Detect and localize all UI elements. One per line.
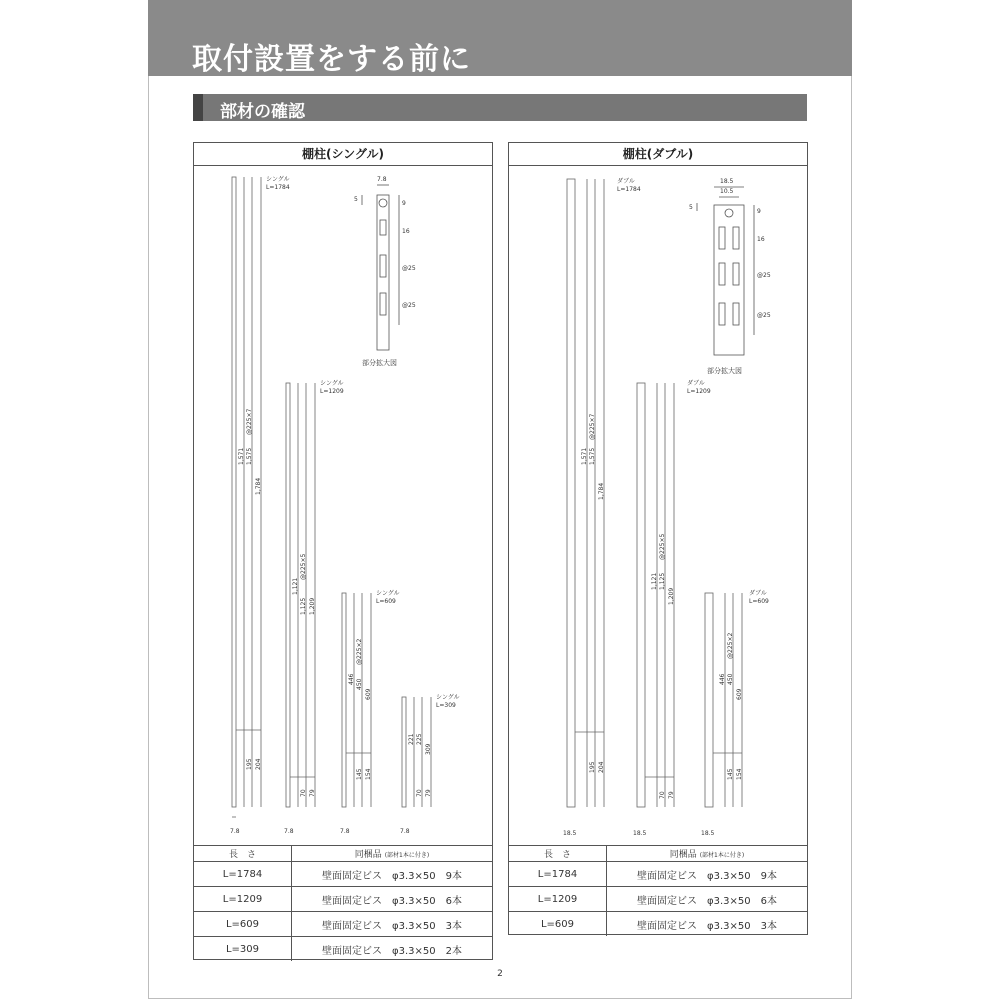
dpost2-dim-c: @225×5 — [659, 533, 666, 560]
dpost1-dim-b: 1,575 — [589, 447, 596, 465]
page-title: 取付設置をする前に — [192, 42, 471, 77]
post4-dim-c: 309 — [425, 743, 432, 755]
single-detail-d9: 9 — [402, 200, 406, 207]
dpost2-length: L=1209 — [687, 388, 711, 395]
post1-length: L=1784 — [266, 184, 290, 191]
double-parts-table — [509, 845, 807, 936]
dpost1-dim-f: 204 — [598, 761, 605, 773]
row-parts: 壁面固定ビス φ3.3×50 9本 — [292, 862, 493, 887]
row-length: L=1784 — [194, 862, 292, 887]
table-row — [509, 912, 807, 937]
table-row — [194, 912, 492, 937]
dpost3-dim-a: 446 — [719, 673, 726, 685]
table-header-row — [194, 846, 492, 862]
post2-dim-e: 70 — [300, 789, 307, 797]
post2-dim-d: 1,209 — [309, 597, 316, 615]
post3-dim-f: 154 — [365, 768, 372, 780]
double-detail-d9: 9 — [757, 208, 761, 215]
dpost2-dim-d: 1,209 — [668, 587, 675, 605]
post4-width: 7.8 — [400, 828, 410, 835]
dpost3-name: ダブル — [749, 590, 767, 597]
single-detail-caption: 部分拡大図 — [362, 359, 397, 367]
dpost2-width: 18.5 — [633, 830, 647, 837]
row-length: L=309 — [194, 937, 292, 962]
post4-dim-a: 221 — [408, 733, 415, 745]
double-detail-caption: 部分拡大図 — [707, 367, 742, 375]
post2-dim-a: 1,121 — [292, 577, 299, 595]
col-parts-note: (部材1本に付き) — [384, 852, 430, 859]
post2-dim-c: @225×5 — [300, 553, 307, 580]
single-detail-d16: 16 — [402, 228, 410, 235]
post1-dim-c: @225×7 — [246, 408, 253, 435]
dpost2-dim-b: 1,125 — [659, 572, 666, 590]
post2-width: 7.8 — [284, 828, 294, 835]
double-detail-outer: 18.5 — [720, 178, 734, 185]
single-detail-p2: @25 — [402, 302, 416, 309]
post1-dim-b: 1,575 — [246, 447, 253, 465]
double-detail-inner: 10.5 — [720, 188, 734, 195]
post4-name: シングル — [436, 694, 460, 701]
table-row — [194, 887, 492, 912]
row-parts: 壁面固定ビス φ3.3×50 2本 — [292, 937, 493, 962]
single-parts-table — [194, 845, 492, 961]
post2-length: L=1209 — [320, 388, 344, 395]
post3-dim-b: 450 — [356, 678, 363, 690]
dpost1-dim-a: 1,571 — [581, 447, 588, 465]
col-parts — [292, 846, 493, 862]
col-parts-note: (部材1本に付き) — [699, 852, 745, 859]
post3-dim-c: @225×2 — [356, 638, 363, 665]
dpost3-dim-c: @225×2 — [727, 632, 734, 659]
row-parts: 壁面固定ビス φ3.3×50 3本 — [292, 912, 493, 937]
post2-dim-f: 79 — [309, 789, 316, 797]
single-detail-d5: 5 — [354, 196, 358, 203]
double-detail-p1: @25 — [757, 272, 771, 279]
row-length: L=1209 — [509, 887, 607, 912]
post3-name: シングル — [376, 590, 400, 597]
post4-dim-e: 79 — [425, 789, 432, 797]
post2-name: シングル — [320, 380, 344, 387]
post3-width: 7.8 — [340, 828, 350, 835]
single-detail-p1: @25 — [402, 265, 416, 272]
post1-name: シングル — [266, 176, 290, 183]
table-row — [509, 862, 807, 887]
single-detail-view — [362, 185, 399, 350]
col-parts-label: 同梱品 — [669, 850, 697, 860]
row-parts: 壁面固定ビス φ3.3×50 9本 — [607, 862, 808, 887]
dpost2-dim-e: 70 — [659, 791, 666, 799]
post1-width: 7.8 — [230, 828, 240, 835]
section-accent — [193, 94, 203, 121]
post1-dim-d: 1,784 — [255, 477, 262, 495]
post3-length: L=609 — [376, 598, 396, 605]
dpost2-name: ダブル — [687, 380, 705, 387]
page-number: 2 — [497, 969, 503, 979]
post4-dim-b: 225 — [416, 733, 423, 745]
col-length: 長 さ — [509, 846, 607, 862]
dpost1-length: L=1784 — [617, 186, 641, 193]
col-parts-label: 同梱品 — [354, 850, 382, 860]
col-parts — [607, 846, 808, 862]
dpost3-dim-b: 450 — [727, 673, 734, 685]
double-drawings — [509, 165, 807, 867]
post3-dim-e: 145 — [356, 768, 363, 780]
row-length: L=609 — [509, 912, 607, 937]
row-parts: 壁面固定ビス φ3.3×50 6本 — [607, 887, 808, 912]
dpost2-dim-f: 79 — [668, 791, 675, 799]
single-detail-width: 7.8 — [377, 176, 387, 183]
dpost1-dim-d: 1,784 — [598, 482, 605, 500]
dpost3-width: 18.5 — [701, 830, 715, 837]
dpost3-dim-f: 154 — [736, 768, 743, 780]
dpost1-dim-c: @225×7 — [589, 413, 596, 440]
single-panel — [193, 142, 493, 960]
double-detail-p2: @25 — [757, 312, 771, 319]
double-detail-view — [697, 187, 754, 355]
post4-dim-d: 70 — [416, 789, 423, 797]
dpost3-length: L=609 — [749, 598, 769, 605]
single-post-1 — [232, 177, 261, 817]
row-length: L=609 — [194, 912, 292, 937]
dpost3-dim-e: 145 — [727, 768, 734, 780]
dpost1-width: 18.5 — [563, 830, 577, 837]
post3-dim-d: 609 — [365, 688, 372, 700]
dpost1-name: ダブル — [617, 178, 635, 185]
single-post-2 — [286, 383, 315, 807]
table-header-row — [509, 846, 807, 862]
row-parts: 壁面固定ビス φ3.3×50 3本 — [607, 912, 808, 937]
post2-dim-b: 1,125 — [300, 597, 307, 615]
dpost3-dim-d: 609 — [736, 688, 743, 700]
table-row — [509, 887, 807, 912]
post1-dim-a: 1,571 — [238, 447, 245, 465]
post1-dim-e: 195 — [246, 758, 253, 770]
single-heading: 棚柱(シングル) — [194, 143, 492, 166]
table-row — [194, 937, 492, 962]
col-length: 長 さ — [194, 846, 292, 862]
double-heading: 棚柱(ダブル) — [509, 143, 807, 166]
single-drawings — [194, 165, 492, 867]
dpost2-dim-a: 1,121 — [651, 572, 658, 590]
double-detail-d16: 16 — [757, 236, 765, 243]
double-panel — [508, 142, 808, 935]
dpost1-dim-e: 195 — [589, 761, 596, 773]
table-row — [194, 862, 492, 887]
row-length: L=1784 — [509, 862, 607, 887]
row-length: L=1209 — [194, 887, 292, 912]
section-title: 部材の確認 — [220, 102, 305, 122]
post3-dim-a: 446 — [348, 673, 355, 685]
post1-dim-f: 204 — [255, 758, 262, 770]
post4-length: L=309 — [436, 702, 456, 709]
double-detail-d5: 5 — [689, 204, 693, 211]
row-parts: 壁面固定ビス φ3.3×50 6本 — [292, 887, 493, 912]
